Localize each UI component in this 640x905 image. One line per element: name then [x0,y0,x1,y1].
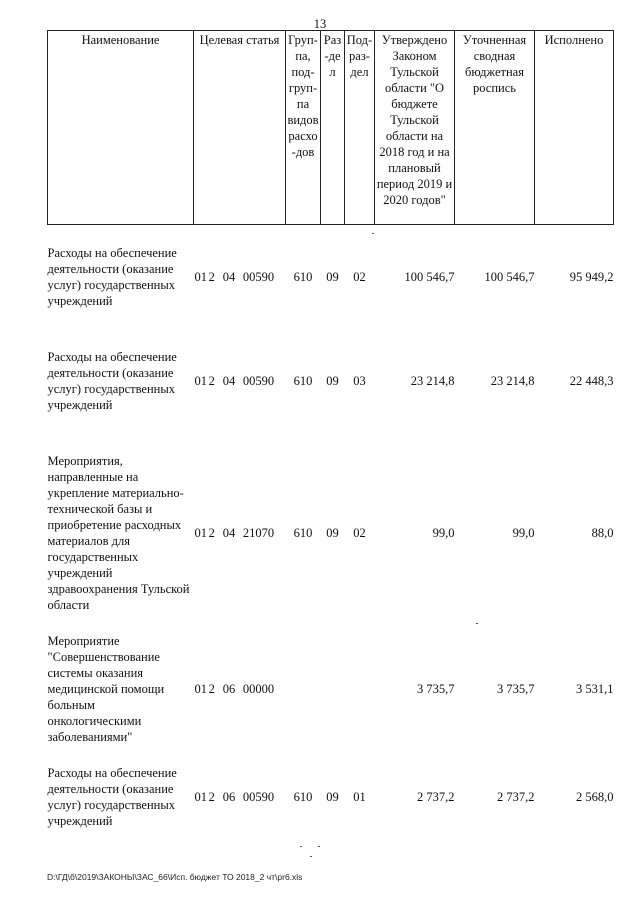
budget-execution-table [47,30,614,829]
row-name: Расходы на обеспечение деятельности (оказание услуг) государственных учреждений [47,246,177,308]
table-row [48,245,614,309]
scan-speck [476,623,478,624]
row-target-code: 01 2 04 00590 [194,270,275,284]
row-target-code: 01 2 06 00000 [194,682,275,696]
row-section: 09 [326,374,339,388]
header-target-article: Целевая статья [194,31,286,225]
row-approved: 2 737,2 [417,790,455,804]
row-name: Мероприятия, направленные на укрепление материально-технической базы и приобретение расходных материалов для государственных учреждений здравоохранения Тульской области [47,454,190,612]
row-revised: 99,0 [512,526,535,540]
row-section [321,633,345,745]
row-subsection: 03 [353,374,366,388]
row-target-code: 01 2 04 21070 [194,526,275,540]
row-executed: 95 949,2 [569,270,614,284]
header-approved: Утверждено Законом Тульской области "О бюджете Тульской области на 2018 год и на плановый период 2019 и 2020 годов" [375,31,455,225]
page-number: 13 [313,17,327,31]
row-subsection: 01 [353,790,366,804]
row-name: Расходы на обеспечение деятельности (оказание услуг) государственных учреждений [47,766,177,828]
header-name: Наименование [48,31,194,225]
header-executed: Исполнено [535,31,614,225]
row-executed: 3 531,1 [576,682,614,696]
row-section: 09 [326,790,339,804]
row-revised: 23 214,8 [490,374,535,388]
row-expense-group: 610 [293,526,313,540]
row-name: Расходы на обеспечение деятельности (оказание услуг) государственных учреждений [47,350,177,412]
header-revised: Уточненная сводная бюджетная роспись [455,31,535,225]
scan-speck [310,856,312,857]
row-approved: 100 546,7 [404,270,455,284]
table-header [48,31,614,225]
row-revised: 3 735,7 [497,682,535,696]
header-subsection: Под-раз-дел [345,31,375,225]
row-section: 09 [326,270,339,284]
row-approved: 3 735,7 [417,682,455,696]
row-subsection [345,633,375,745]
scan-speck [372,233,374,234]
row-target-code: 01 2 04 00590 [194,374,275,388]
row-expense-group: 610 [293,374,313,388]
table-row [48,633,614,745]
row-expense-group [286,633,321,745]
row-revised: 2 737,2 [497,790,535,804]
row-target-code: 01 2 06 00590 [194,790,275,804]
table-row [48,453,614,613]
row-subsection: 02 [353,270,366,284]
scan-speck [318,846,320,847]
row-approved: 99,0 [432,526,455,540]
file-path-footer: D:\ГД\б\2019\ЗАКОНЫ\ЗАС_66\Исп. бюджет ТО 2018_2 чт\pr6.xls [47,872,303,882]
row-executed: 2 568,0 [576,790,614,804]
scan-speck [300,846,302,847]
table-row [48,765,614,829]
table-row [48,349,614,413]
header-section: Раз-дел [321,31,345,225]
row-name: Мероприятие "Совершенствование системы оказания медицинской помощи больным онкологическими заболеваниями" [47,634,165,744]
row-subsection: 02 [353,526,366,540]
row-expense-group: 610 [293,270,313,284]
row-section: 09 [326,526,339,540]
row-executed: 88,0 [591,526,614,540]
row-revised: 100 546,7 [484,270,535,284]
row-executed: 22 448,3 [569,374,614,388]
row-expense-group: 610 [293,790,313,804]
row-approved: 23 214,8 [410,374,455,388]
header-expense-group: Груп-па, под-груп-па видов расхо-дов [286,31,321,225]
